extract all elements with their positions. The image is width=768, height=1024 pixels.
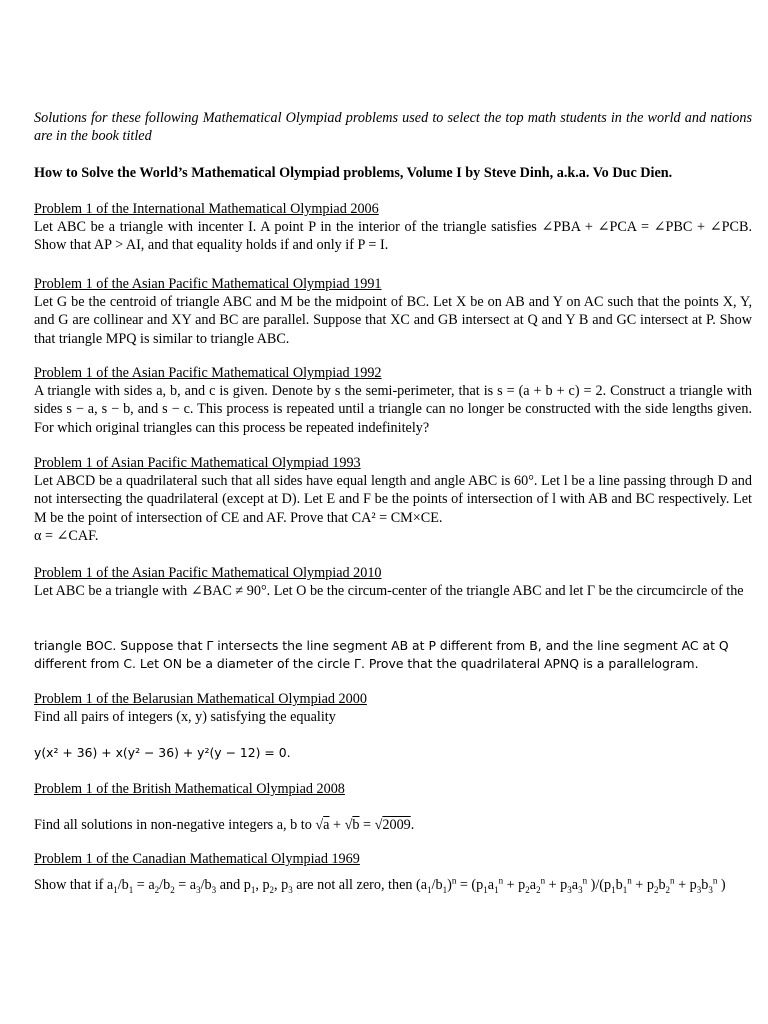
problem-heading: Problem 1 of the Asian Pacific Mathematical Olympiad 1992 — [34, 365, 382, 381]
problem-apmo-2010 — [34, 564, 752, 600]
problem-imo-2006 — [34, 200, 752, 255]
problem-heading: Problem 1 of the British Mathematical Olympiad 2008 — [34, 781, 345, 797]
problem-heading: Problem 1 of Asian Pacific Mathematical Olympiad 1993 — [34, 455, 361, 471]
problem-canadian-1969 — [34, 850, 752, 868]
problem-extra: α = ∠CAF. — [34, 527, 99, 544]
problem-equation: y(x² + 36) + x(y² − 36) + y²(y − 12) = 0. — [34, 745, 291, 760]
problem-body: Let ABC be a triangle with ∠BAC ≠ 90°. Let O be the circum-center of the triangle ABC and let Γ be the circumcircle of the — [34, 583, 744, 600]
problem-body: Let ABC be a triangle with incenter I. A point P in the interior of the triangle satisfies ∠PBA + ∠PCA = ∠PBC + ∠PCB. Show that AP > AI, and that equality holds if and only if P = I. — [34, 219, 752, 254]
intro-text: Solutions for these following Mathematical Olympiad problems used to select the top math students in the world and nations are in the book titled — [34, 110, 752, 145]
problem-body-prefix: Find all solutions in non-negative integers a, b to — [34, 817, 316, 833]
problem-heading: Problem 1 of the International Mathematical Olympiad 2006 — [34, 201, 379, 217]
problem-body: Let G be the centroid of triangle ABC and M be the midpoint of BC. Let X be on AB and Y on AC such that the points X, Y, and G are collinear and XY and BC are parallel. Suppose that XC and GB intersect at Q and Y B and GC intersect at P. Show that triangle MPQ is similar to triangle ABC. — [34, 294, 752, 347]
radicand-b: b — [352, 817, 360, 833]
problem-apmo-2010-continuation: triangle BOC. Suppose that Γ intersects the line segment AB at P different from B, and the line segment AC at Q different from C. Let ON be a diameter of the circle Γ. Prove that the quadrilateral APNQ is a parallelogram. — [34, 638, 729, 672]
problem-heading: Problem 1 of the Belarusian Mathematical Olympiad 2000 — [34, 691, 367, 707]
book-title: How to Solve the World’s Mathematical Olympiad problems, Volume I by Steve Dinh, a.k.a. Vo Duc Dien. — [34, 165, 673, 181]
problem-heading: Problem 1 of the Canadian Mathematical Olympiad 1969 — [34, 851, 360, 867]
problem-heading: Problem 1 of the Asian Pacific Mathematical Olympiad 1991 — [34, 276, 382, 292]
radicand-2009: 2009 — [382, 817, 411, 833]
problem-apmo-1991 — [34, 275, 752, 348]
problem-body: A triangle with sides a, b, and c is given. Denote by s the semi-perimeter, that is s = (a + b + c) = 2. Construct a triangle with sides s − a, s − b, and s − c. This process is repeated until a triangle can no longer be constructed with the side lengths given. For which original triangles can this process be repeated indefinitely? — [34, 383, 752, 436]
radical-sign-icon: √ — [374, 817, 383, 833]
problem-body: Find all solutions in non-negative integers a, b to √a + √b = √2009. — [34, 817, 415, 833]
problem-apmo-1993 — [34, 454, 752, 545]
radical-sign-icon: √ — [344, 817, 353, 833]
radicand-a: a — [323, 817, 330, 833]
problem-apmo-1992 — [34, 364, 752, 437]
problem-body: Let ABCD be a quadrilateral such that all sides have equal length and angle ABC is 60°. Let l be a line passing through D and not intersecting the quadrilateral (except at D). Let E and F be the points of intersection of l with AB and BC respectively. Let M be the point of intersection of CE and AF. Prove that CA² = CM×CE. — [34, 473, 752, 526]
problem-body: Show that if $a_1/b_1 = a_2/b_2 = a_3/b_3$ and $p_1$, $p_2$, $p_3$ are not all zero, then $(a_1/b_1)^n = (p_1a_1^n + p_2a_2^n + p_3a_3^n$ )$/(p_1b_1^n + p_2b_2^n + p_3b_3^n$ ) — [34, 875, 726, 895]
problem-belarus-2000 — [34, 690, 752, 726]
problem-body-prefix: Show that if a — [34, 877, 114, 893]
problem-british-2008 — [34, 780, 752, 798]
problem-heading: Problem 1 of the Asian Pacific Mathematical Olympiad 2010 — [34, 565, 382, 581]
radical-sign-icon: √ — [315, 817, 324, 833]
problem-body: Find all pairs of integers (x, y) satisfying the equality — [34, 709, 336, 726]
